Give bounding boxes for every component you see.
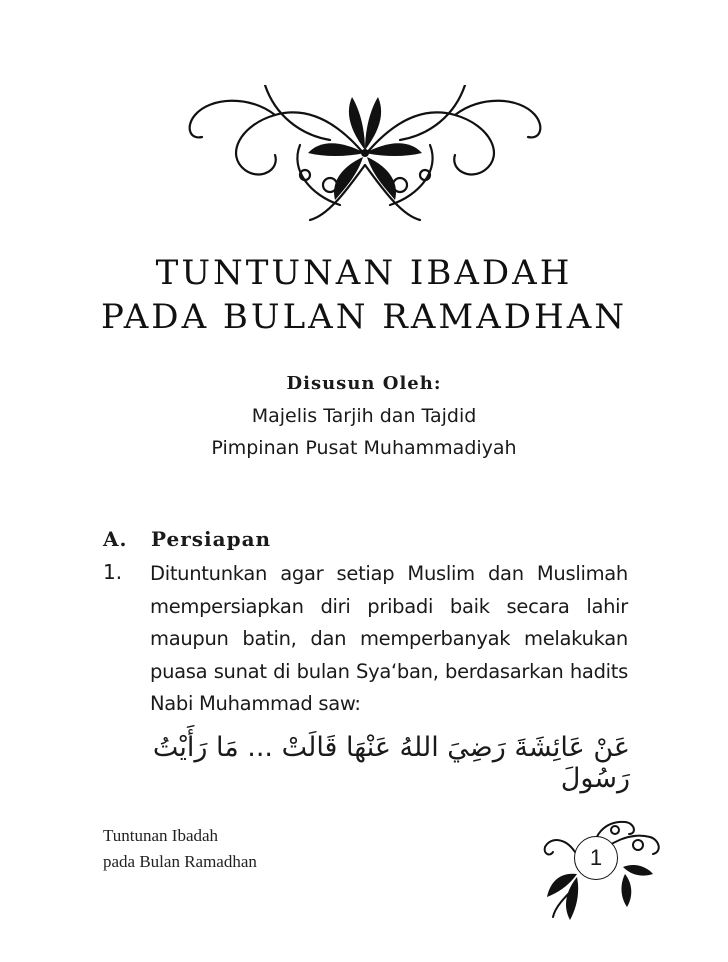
section-letter: A. — [103, 527, 128, 551]
page-number: 1 — [574, 836, 618, 880]
list-item-number: 1. — [103, 560, 123, 584]
footer-title-line-1: Tuntunan Ibadah — [103, 826, 219, 845]
list-item-text: Dituntunkan agar setiap Muslim dan Muslimah mempersiapkan diri pribadi baik secara lahir maupun batin, dan memperbanyak melakukan puasa sunat di bulan Sya‘ban, berdasarkan hadits Nabi Muhammad saw: — [150, 562, 628, 715]
compiled-by-label: Disusun Oleh: — [286, 373, 442, 394]
organization-line-1: Majelis Tarjih dan Tajdid — [251, 405, 477, 427]
title-line-1: TUNTUNAN IBADAH — [155, 253, 573, 293]
section-heading — [103, 527, 271, 551]
title-line-2: PADA BULAN RAMADHAN — [101, 297, 627, 337]
section-title: Persiapan — [151, 527, 272, 551]
floral-ornament-icon — [180, 85, 550, 225]
organization-line-2: Pimpinan Pusat Muhammadiyah — [211, 437, 517, 459]
arabic-hadith-quote: عَنْ عَائِشَةَ رَضِيَ اللهُ عَنْهَا قَالَتْ ... مَا رَأَيْتُ رَسُولَ — [152, 732, 630, 794]
footer-title-line-2: pada Bulan Ramadhan — [103, 852, 257, 871]
